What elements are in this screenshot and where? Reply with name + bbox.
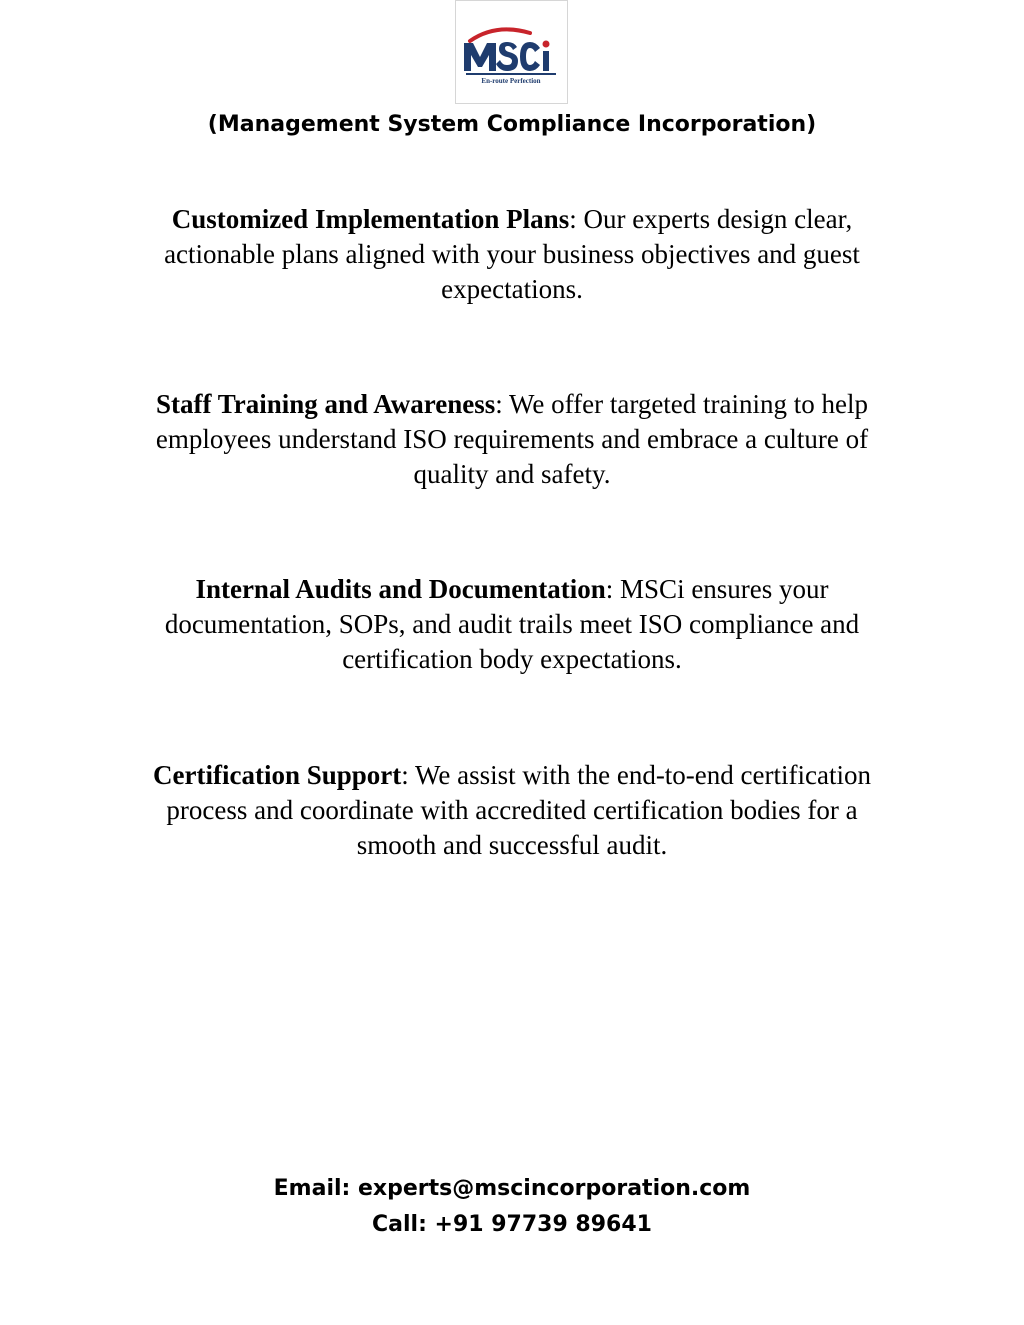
msci-logo-icon (456, 1, 567, 103)
section-body: : Our experts design clear, actionable plans aligned with your business objectives and guest expectations. (164, 204, 860, 304)
section-heading: Internal Audits and Documentation (195, 574, 606, 604)
section-heading: Staff Training and Awareness (155, 389, 496, 419)
section-customized-implementation-plans (140, 202, 884, 307)
company-full-name: (Management System Compliance Incorporation) (207, 112, 817, 137)
section-internal-audits (140, 572, 884, 677)
section-body: : We assist with the end-to-end certification process and coordinate with accredited certification bodies for a smooth and successful audit. (166, 760, 871, 860)
contact-phone: Call: +91 97739 89641 (372, 1212, 652, 1237)
logo (455, 0, 568, 104)
section-heading: Certification Support (153, 760, 402, 790)
section-body: : MSCi ensures your documentation, SOPs, and audit trails meet ISO compliance and certification body expectations. (164, 574, 860, 674)
section-staff-training (140, 387, 884, 492)
logo-tagline: En-route Perfection (481, 77, 541, 85)
section-certification-support (140, 758, 884, 863)
contact-email: Email: experts@mscincorporation.com (273, 1176, 751, 1201)
section-body: : We offer targeted training to help employees understand ISO requirements and embrace a culture of quality and safety. (155, 389, 869, 489)
section-heading: Customized Implementation Plans (171, 204, 570, 234)
